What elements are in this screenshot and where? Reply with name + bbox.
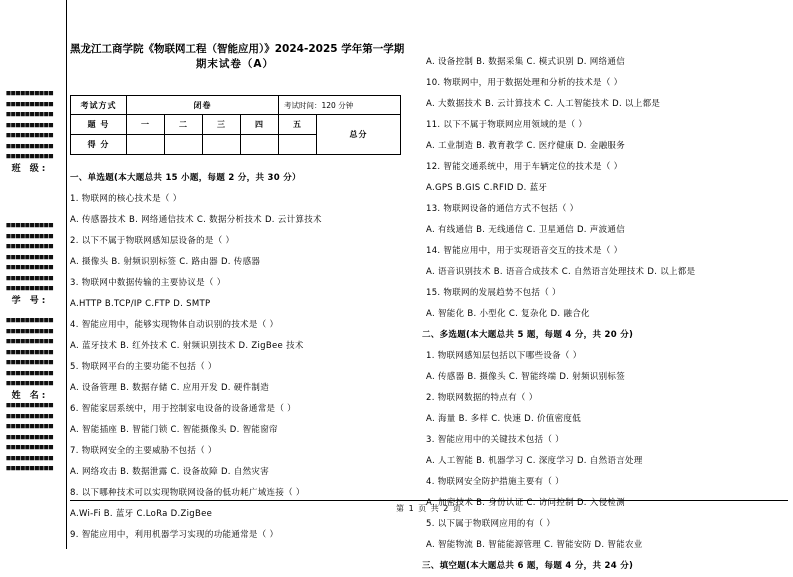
seal-label-student-id: 学 号: bbox=[11, 295, 49, 306]
question-stem-12: 12. 智能交通系统中，用于车辆定位的技术是（ ） bbox=[426, 162, 623, 172]
mc-question-options-2: A. 海量 B. 多样 C. 快速 D. 价值密度低 bbox=[426, 414, 581, 424]
mc-question-stem-1: 1. 物联网感知层包括以下哪些设备（ ） bbox=[426, 351, 582, 361]
question-options-10: A. 大数据技术 B. 云计算技术 C. 人工智能技术 D. 以上都是 bbox=[426, 99, 661, 109]
question-stem-13: 13. 物联网设备的通信方式不包括（ ） bbox=[426, 204, 579, 214]
question-stem-15: 15. 物联网的发展趋势不包括（ ） bbox=[426, 288, 561, 298]
table-row-exam-method bbox=[71, 96, 401, 115]
question-options-15: A. 智能化 B. 小型化 C. 复杂化 D. 融合化 bbox=[426, 309, 590, 319]
seal-block-name bbox=[6, 315, 54, 403]
question-options-2: A. 摄像头 B. 射频识别标签 C. 路由器 D. 传感器 bbox=[70, 257, 261, 267]
question-stem-3: 3. 物联网中数据传输的主要协议是（ ） bbox=[70, 278, 226, 288]
question-stem-8: 8. 以下哪种技术可以实现物联网设备的低功耗广域连接（ ） bbox=[70, 488, 305, 498]
cell-score-5[interactable] bbox=[279, 135, 317, 155]
mc-question-options-1: A. 传感器 B. 摄像头 C. 智能终端 D. 射频识别标签 bbox=[426, 372, 625, 382]
seal-block-trailing bbox=[6, 400, 54, 474]
exam-info-table bbox=[70, 95, 401, 155]
cell-question-1: 一 bbox=[127, 115, 165, 135]
seal-dots: ■■■■■■■■■■■■■■■■■■■■■■■■■■■■■■■■■■■■■■■■■■■■■■■■■■■■■■■■■■■■■■■■■■■■■■ bbox=[6, 401, 54, 472]
question-options-14: A. 语音识别技术 B. 语音合成技术 C. 自然语言处理技术 D. 以上都是 bbox=[426, 267, 696, 277]
cell-score-1[interactable] bbox=[127, 135, 165, 155]
question-options-1: A. 传感器技术 B. 网络通信技术 C. 数据分析技术 D. 云计算技术 bbox=[70, 215, 322, 225]
table-row-question-numbers bbox=[71, 115, 401, 135]
question-stem-4: 4. 智能应用中，能够实现物体自动识别的技术是（ ） bbox=[70, 320, 279, 330]
seal-label-name: 姓 名: bbox=[11, 390, 49, 401]
cell-question-no-label: 题 号 bbox=[71, 115, 127, 135]
exam-content bbox=[70, 0, 788, 571]
seal-block-student-id bbox=[6, 220, 54, 308]
section-heading-fill-blank: 三、填空题(本大题总共 6 题，每题 4 分，共 24 分) bbox=[422, 561, 634, 571]
question-stem-10: 10. 物联网中，用于数据处理和分析的技术是（ ） bbox=[426, 78, 623, 88]
mc-question-options-5: A. 智能物流 B. 智能能源管理 C. 智能安防 D. 智能农业 bbox=[426, 540, 643, 550]
question-options-4: A. 蓝牙技术 B. 红外技术 C. 射频识别技术 D. ZigBee 技术 bbox=[70, 341, 304, 351]
title-line-2: 期末试卷（A） bbox=[195, 58, 275, 70]
cell-exam-time: 考试时间：120 分钟 bbox=[279, 96, 401, 115]
page-footer: 第 1 页 共 2 页 bbox=[396, 504, 462, 513]
cell-total-label: 总分 bbox=[317, 115, 401, 155]
question-options-12: A.GPS B.GIS C.RFID D. 蓝牙 bbox=[426, 183, 548, 193]
cell-exam-method-label: 考试方式 bbox=[71, 96, 127, 115]
seal-dots: ■■■■■■■■■■■■■■■■■■■■■■■■■■■■■■■■■■■■■■■■■■■■■■■■■■■■■■■■■■■■■■■■■■■■■■ bbox=[6, 316, 54, 387]
cell-question-4: 四 bbox=[241, 115, 279, 135]
question-options-8: A.Wi-Fi B. 蓝牙 C.LoRa D.ZigBee bbox=[70, 509, 213, 519]
question-options-3: A.HTTP B.TCP/IP C.FTP D. SMTP bbox=[70, 299, 211, 309]
cell-score-3[interactable] bbox=[203, 135, 241, 155]
cell-exam-method-value: 闭卷 bbox=[127, 96, 279, 115]
seal-dots: ■■■■■■■■■■■■■■■■■■■■■■■■■■■■■■■■■■■■■■■■■■■■■■■■■■■■■■■■■■■■■■■■■■■■■■ bbox=[6, 89, 54, 160]
column-left bbox=[70, 168, 400, 546]
mc-question-options-3: A. 人工智能 B. 机器学习 C. 深度学习 D. 自然语言处理 bbox=[426, 456, 643, 466]
cell-question-5: 五 bbox=[279, 115, 317, 135]
mc-question-stem-4: 4. 物联网安全防护措施主要有（ ） bbox=[426, 477, 564, 487]
title-line-1: 黑龙江工商学院《物联网工程（智能应用）》2024-2025 学年第一学期 bbox=[70, 43, 405, 55]
question-stem-9: 9. 智能应用中，利用机器学习实现的功能通常是（ ） bbox=[70, 530, 279, 540]
question-options-13: A. 有线通信 B. 无线通信 C. 卫星通信 D. 声波通信 bbox=[426, 225, 625, 235]
question-stem-7: 7. 物联网安全的主要威胁不包括（ ） bbox=[70, 446, 217, 456]
mc-question-stem-5: 5. 以下属于物联网应用的有（ ） bbox=[426, 519, 556, 529]
cell-score-4[interactable] bbox=[241, 135, 279, 155]
question-options-7: A. 网络攻击 B. 数据泄露 C. 设备故障 D. 自然灾害 bbox=[70, 467, 269, 477]
cell-score-label: 得 分 bbox=[71, 135, 127, 155]
question-stem-11: 11. 以下不属于物联网应用领域的是（ ） bbox=[426, 120, 588, 130]
seal-margin bbox=[0, 0, 66, 549]
page-title bbox=[70, 42, 405, 72]
question-stem-14: 14. 智能应用中，用于实现语音交互的技术是（ ） bbox=[426, 246, 623, 256]
question-options-6: A. 智能插座 B. 智能门锁 C. 智能摄像头 D. 智能窗帘 bbox=[70, 425, 278, 435]
question-stem-5: 5. 物联网平台的主要功能不包括（ ） bbox=[70, 362, 217, 372]
mc-question-options-4: A. 加密技术 B. 身份认证 C. 访问控制 D. 入侵检测 bbox=[426, 498, 625, 508]
question-options-5: A. 设备管理 B. 数据存储 C. 应用开发 D. 硬件制造 bbox=[70, 383, 269, 393]
cell-question-3: 三 bbox=[203, 115, 241, 135]
seal-dots: ■■■■■■■■■■■■■■■■■■■■■■■■■■■■■■■■■■■■■■■■■■■■■■■■■■■■■■■■■■■■■■■■■■■■■■ bbox=[6, 221, 54, 292]
column-right bbox=[422, 52, 767, 577]
question-stem-2: 2. 以下不属于物联网感知层设备的是（ ） bbox=[70, 236, 235, 246]
margin-divider bbox=[66, 0, 67, 549]
mc-question-stem-3: 3. 智能应用中的关键技术包括（ ） bbox=[426, 435, 564, 445]
seal-block-class bbox=[6, 88, 54, 176]
section-heading-single-choice: 一、单选题(本大题总共 15 小题，每题 2 分，共 30 分） bbox=[70, 173, 301, 183]
seal-label-class: 班 级: bbox=[11, 163, 49, 174]
question-stem-1: 1. 物联网的核心技术是（ ） bbox=[70, 194, 182, 204]
question-options-11: A. 工业制造 B. 教育教学 C. 医疗健康 D. 金融服务 bbox=[426, 141, 625, 151]
section-heading-multiple-choice: 二、多选题(本大题总共 5 题，每题 4 分，共 20 分) bbox=[422, 330, 634, 340]
cell-score-2[interactable] bbox=[165, 135, 203, 155]
footer-divider bbox=[70, 500, 788, 501]
question-stem-6: 6. 智能家居系统中，用于控制家电设备的设备通常是（ ） bbox=[70, 404, 296, 414]
question-options-9: A. 设备控制 B. 数据采集 C. 模式识别 D. 网络通信 bbox=[426, 57, 625, 67]
mc-question-stem-2: 2. 物联网数据的特点有（ ） bbox=[426, 393, 538, 403]
cell-question-2: 二 bbox=[165, 115, 203, 135]
